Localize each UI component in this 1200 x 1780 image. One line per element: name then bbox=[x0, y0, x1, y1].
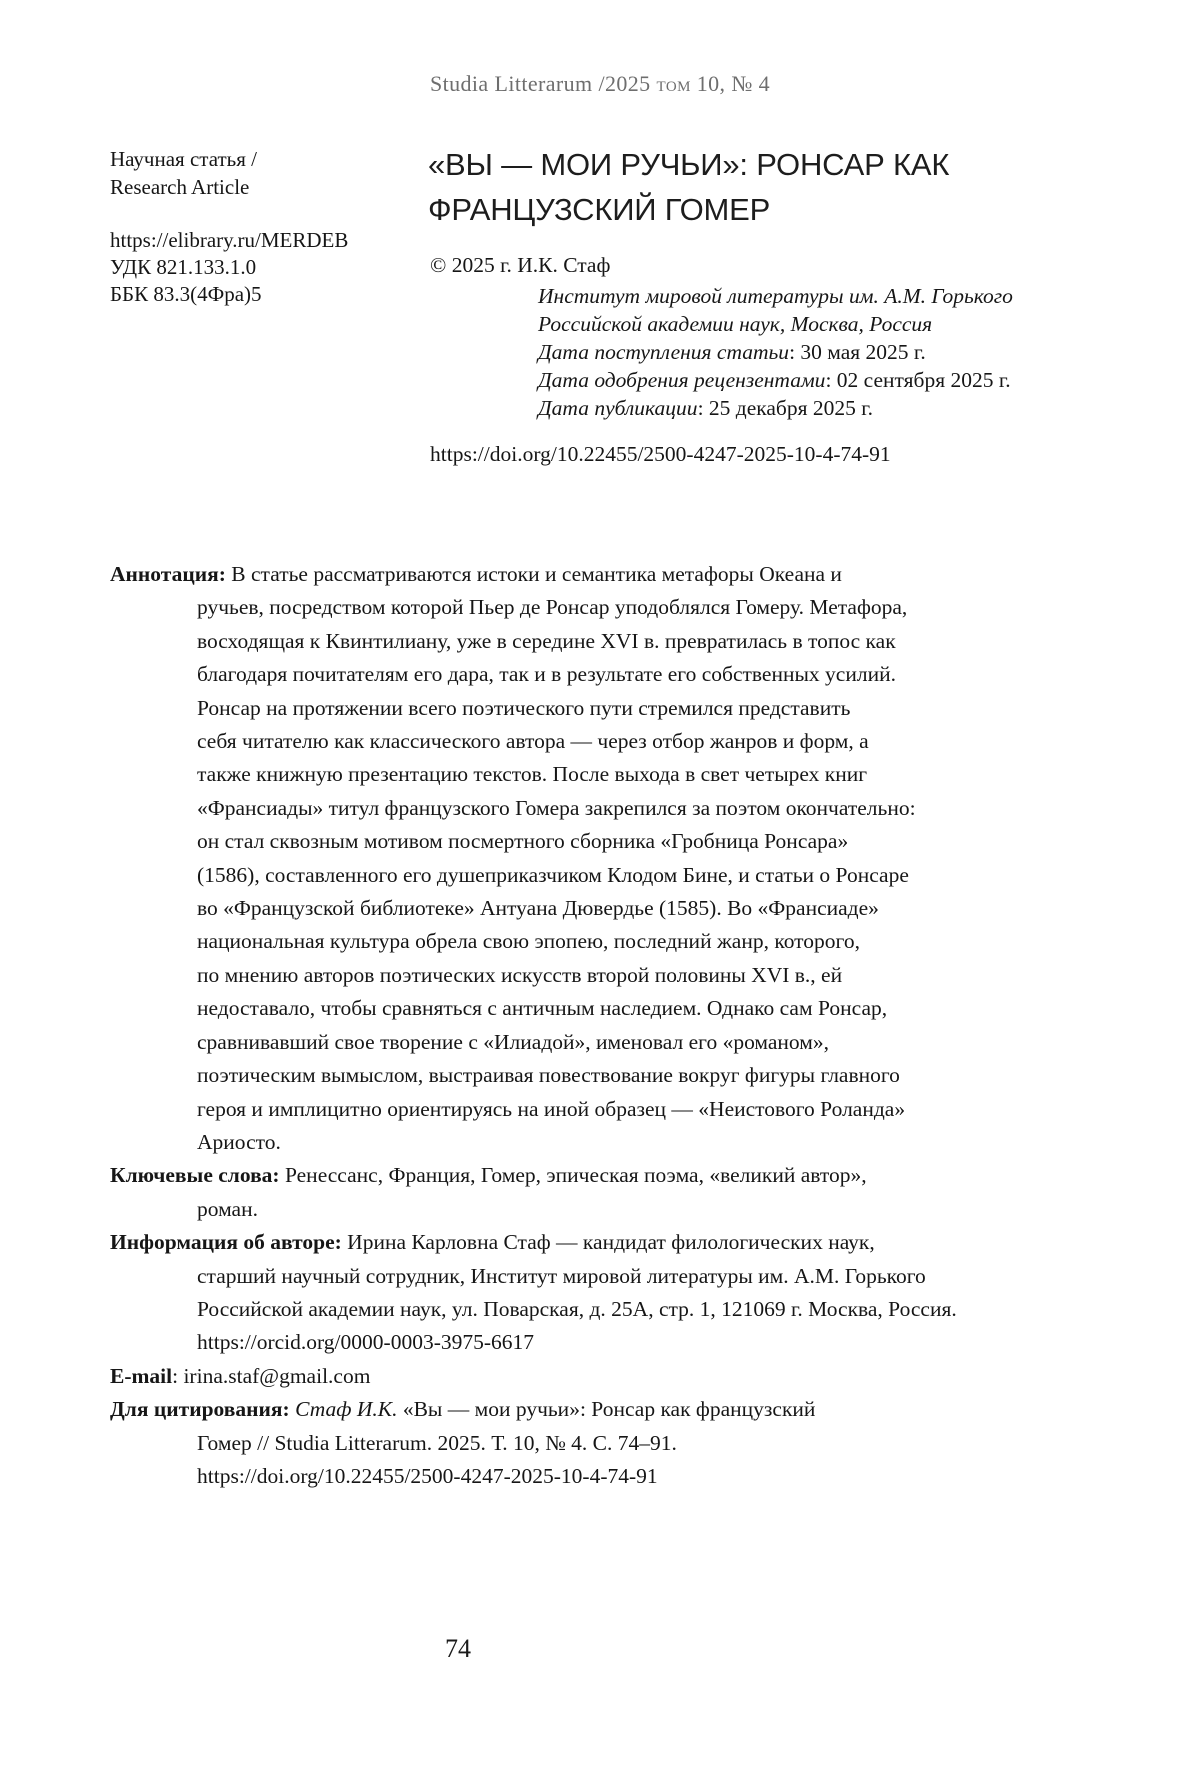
email-label: E-mail bbox=[110, 1363, 173, 1388]
keywords-section bbox=[110, 1159, 1070, 1226]
author-info-label: Информация об авторе: bbox=[110, 1230, 342, 1255]
abstract-first-line bbox=[110, 558, 1070, 591]
page-number: 74 bbox=[445, 1634, 471, 1663]
affiliation-line1: Институт мировой литературы им. А.М. Горького bbox=[538, 284, 1013, 308]
journal-header bbox=[0, 70, 1200, 98]
date-approved-label: Дата одобрения рецензентами bbox=[538, 368, 826, 392]
keywords-continuation bbox=[110, 1193, 1070, 1226]
author-info-text: Ирина Карловна Стаф — кандидат филологических наук, bbox=[347, 1230, 875, 1255]
email-value[interactable]: : irina.staf@gmail.com bbox=[172, 1363, 371, 1388]
keywords-label: Ключевые слова: bbox=[110, 1163, 280, 1188]
text-line: во «Французской библиотеке» Антуана Дювердье (1585). Во «Франсиаде» bbox=[197, 896, 879, 921]
text-line: национальная культура обрела свою эпопею, последний жанр, которого, bbox=[197, 929, 860, 954]
text-line: роман. bbox=[197, 1196, 258, 1221]
text-line: по мнению авторов поэтических искусств второй половины XVI в., ей bbox=[197, 962, 843, 987]
article-title-line1: «ВЫ — МОИ РУЧЬИ»: РОНСАР КАК bbox=[428, 147, 950, 182]
text-line: сравнивавший свое творение с «Илиадой», именовал его «романом», bbox=[197, 1029, 830, 1054]
abstract-continuation bbox=[110, 591, 1070, 1159]
text-line: он стал сквозным мотивом посмертного сборника «Гробница Ронсара» bbox=[197, 829, 849, 854]
date-published-value: : 25 декабря 2025 г. bbox=[697, 396, 874, 420]
keywords-first-line bbox=[110, 1159, 1070, 1192]
text-line: недоставало, чтобы сравняться с античным наследием. Однако сам Ронсар, bbox=[197, 996, 888, 1021]
date-received bbox=[538, 338, 1013, 366]
text-line: поэтическим вымыслом, выстраивая повествование вокруг фигуры главного bbox=[197, 1063, 900, 1088]
citation-continuation bbox=[110, 1427, 1070, 1494]
article-type-block bbox=[110, 146, 257, 201]
date-received-value: : 30 мая 2025 г. bbox=[789, 340, 926, 364]
article-type-en: Research Article bbox=[110, 174, 250, 199]
text-line: также книжную презентацию текстов. После выхода в свет четырех книг bbox=[197, 762, 868, 787]
date-published bbox=[538, 394, 1013, 422]
date-published-label: Дата публикации bbox=[538, 396, 698, 420]
article-type-ru: Научная статья / bbox=[110, 147, 257, 171]
text-line: себя читателю как классического автора — через отбор жанров и форм, а bbox=[197, 729, 869, 754]
text-line: ручьев, посредством которой Пьер де Ронсар уподоблялся Гомеру. Метафора, bbox=[197, 595, 908, 620]
text-line: «Франсиады» титул французского Гомера закрепился за поэтом окончательно: bbox=[197, 795, 916, 820]
author-info-first-line bbox=[110, 1226, 1070, 1259]
text-line: героя и имплицитно ориентируясь на иной образец — «Неистового Роланда» bbox=[197, 1096, 906, 1121]
text-line: Гомер // Studia Litterarum. 2025. Т. 10, № 4. С. 74–91. bbox=[197, 1430, 677, 1455]
article-title-line2: ФРАНЦУЗСКИЙ ГОМЕР bbox=[428, 192, 771, 227]
text-line: (1586), составленного его душеприказчиком Клодом Бине, и статьи о Ронсаре bbox=[197, 862, 909, 887]
text-line: восходящая к Квинтилиану, уже в середине XVI в. превратилась в топос как bbox=[197, 628, 896, 653]
email-line bbox=[110, 1360, 1070, 1393]
keywords-text: Ренессанс, Франция, Гомер, эпическая поэма, «великий автор», bbox=[284, 1163, 867, 1188]
abstract-text: В статье рассматриваются истоки и семантика метафоры Океана и bbox=[231, 562, 842, 586]
journal-header-title: Studia Litterarum /2025 bbox=[429, 71, 657, 96]
bbk-code: ББК 83.3(4Фра)5 bbox=[110, 282, 262, 306]
journal-header-volume: том 10, № 4 bbox=[656, 71, 771, 96]
text-line: благодаря почитателям его дара, так и в результате его собственных усилий. bbox=[197, 662, 896, 687]
author-info-continuation bbox=[110, 1260, 1070, 1360]
date-approved-value: : 02 сентября 2025 г. bbox=[825, 368, 1011, 392]
date-received-label: Дата поступления статьи bbox=[538, 340, 790, 364]
citation-label: Для цитирования: bbox=[110, 1397, 290, 1422]
article-title bbox=[428, 142, 949, 232]
author-info-section bbox=[110, 1226, 1070, 1360]
citation-first-line bbox=[110, 1393, 1070, 1426]
citation-section bbox=[110, 1393, 1070, 1493]
elibrary-link[interactable]: https://elibrary.ru/MERDEB bbox=[110, 228, 349, 252]
date-approved bbox=[538, 366, 1013, 394]
text-line: Ариосто. bbox=[197, 1129, 281, 1154]
citation-text: «Вы — мои ручьи»: Ронсар как французский bbox=[397, 1397, 816, 1422]
text-line: Ронсар на протяжении всего поэтического пути стремился представить bbox=[197, 695, 851, 720]
article-meta-flow bbox=[110, 558, 1070, 1493]
udk-code: УДК 821.133.1.0 bbox=[110, 255, 257, 279]
text-line: старший научный сотрудник, Институт мировой литературы им. А.М. Горького bbox=[197, 1263, 926, 1288]
article-codes-block bbox=[110, 227, 348, 308]
text-line[interactable]: https://orcid.org/0000-0003-3975-6617 bbox=[197, 1330, 535, 1355]
abstract-section bbox=[110, 558, 1070, 1159]
affiliation-block bbox=[538, 282, 1013, 422]
copyright-line: © 2025 г. И.К. Стаф bbox=[430, 253, 611, 277]
doi-link[interactable]: https://doi.org/10.22455/2500-4247-2025-10-4-74-91 bbox=[430, 442, 891, 466]
text-line[interactable]: https://doi.org/10.22455/2500-4247-2025-10-4-74-91 bbox=[197, 1463, 658, 1488]
text-line: Российской академии наук, ул. Поварская, д. 25А, стр. 1, 121069 г. Москва, Россия. bbox=[197, 1296, 957, 1321]
citation-author: Стаф И.К. bbox=[295, 1397, 398, 1422]
affiliation-line2: Российской академии наук, Москва, Россия bbox=[538, 312, 933, 336]
abstract-label: Аннотация: bbox=[110, 562, 226, 586]
